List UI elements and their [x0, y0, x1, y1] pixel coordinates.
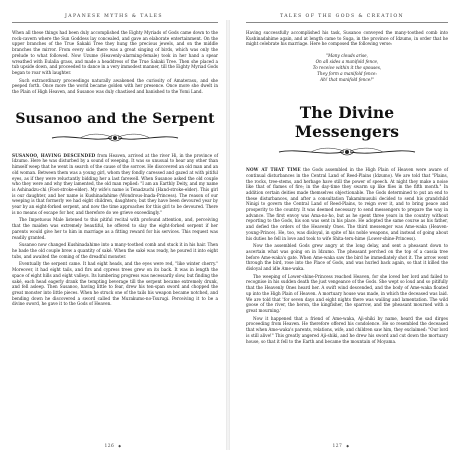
paragraph: Susanoo now changed Kushinadahime into a many-toothed comb and stuck it in his hair. Then he bade the old couple brew a quantity of saké. When the saké was ready, he poured it into eight tubs, and awaited the coming of the dreadful monster.: [12, 242, 218, 259]
poem-line: They form a manifold fence:: [317, 71, 377, 77]
paragraph: Now the assembled Gods grew angry at the long delay, and sent a pheasant down to ascertain what was going on in Idzumo. The pheasant perched on the top of a cassia tree before Ame-waka's gate. When Ame-waka saw the bird he immediately shot it. The arrow went through the bird, rose into the Place of Gods, and was hurled back again, so that it killed the disloyal and idle Ame-waka.: [246, 243, 448, 272]
diamond-icon: ◆: [118, 444, 122, 448]
poem-verse: [246, 53, 448, 83]
paragraph: [12, 153, 218, 216]
page-number-right: [228, 444, 456, 449]
folio-number: 127: [332, 444, 343, 449]
paragraph: Having successfully accomplished his task, Susanoo conveyed the many-toothed comb into Kushinadahime again, and at length came to Suga, in the province of Idzumo, in order that he might celebrate his marriage. Here he composed the following verse:: [246, 30, 448, 47]
paragraph-body: the Gods assembled in the High Plain of Heaven were aware of continual disturbances in the Central Land of Reed-Plains (Idzumo). We are told that "Plains, the rocks, tree-stems, and herbage have still the power of speech. At night they make a noise like that of flames of fire; in the day-time they swarm up like flies in the fifth month." In addition certain deities made themselves objectionable. The Gods determined to put an end to these disturbances, and after a consultation Takamimusubi decided to send his grandchild Ninigi to govern the Central Land of Reed-Plains, to reign over it, and to bring peace and prosperity to the country. It was deemed necessary to send messengers to prepare the way in advance. The first envoy was Ama-no-ho, but as he spent three years in the country without reporting to the Gods, his son was sent in his place. He adopted the same course as his father, and defied the orders of the Heavenly Ones. The third messenger was Ame-waka (Heaven-young-Prince). He, too, was disloyal, in spite of his noble weapons, and instead of going about his duties he fell in love and took to wife Shita-teru-hime (Lower-shine-Princess).: [246, 167, 448, 241]
running-head-right-text: TALES OF THE GODS & CREATION: [280, 14, 404, 19]
flourish-ornament-icon: [50, 133, 180, 143]
paragraph: The weeping of Lower-shine-Princess reached Heaven, for she loved her lord and failed to recognise in his sudden death the just vengeance of the Gods. She wept so loud and so pitifully that the Heavenly Ones heard her. A swift wind descended, and the body of Ame-waka floated up into the High Plain of Heaven. A mortuary house was made, in which the deceased was laid. We are told that 'for seven days and eight nights there was wailing and lamentation. The wild goose of the river, the heron, the kingfisher, the sparrow, and the pheasant mourned with a great mourning.': [246, 273, 448, 313]
running-head-rule: [246, 22, 448, 23]
flourish-ornament-icon: [277, 147, 417, 157]
diamond-icon: ◆: [346, 444, 350, 448]
running-head-right: [228, 14, 456, 19]
paragraph: Now it happened that a friend of Ame-waka, Aji-shiki by name, heard the sad dirges proceeding from Heaven. He therefore offered his condolence. He so resembled the deceased that when Ame-waka's parents, relations, wife, and children saw him, they exclaimed: "Our lord is still alive!" This greatly angered Aji-shiki, and he drew his sword and cut down the mortuary house, so that it fell to the Earth and became the mountain of Moyama.: [246, 315, 448, 344]
folio-number: 126: [104, 444, 115, 449]
paragraph: When all these things had been duly accomplished the Eighty Myriads of Gods came down to the rock-cavern where the Sun Goddess lay concealed, and gave an elaborate entertainment. On the upper branches of the True Sakaki Tree they hung the precious jewels, and on the middle branches the mirror. From every side there was a great singing of birds, which was only the prelude to what followed. Now Uzume (Heavenly-alarming-female) took in her hand a spear wreathed with Eulalia grass, and made a headdress of the True Sakaki Tree. Then she placed a tub upside down, and proceeded to dance in a very immodest manner, till the Eighty Myriad Gods began to roar with laughter.: [12, 30, 218, 75]
chapter-title: The Divine Messengers: [294, 103, 400, 142]
poem-line: On all sides a manifold fence,: [315, 59, 379, 65]
right-page: [228, 0, 456, 456]
paragraph: The Impetuous Male listened to this pitiful recital with profound attention, and, perceiving that the maiden was extremely beautiful, he offered to slay the eight-forked serpent if her parents would give her to him in marriage as a fitting reward for his services. This request was readily granted.: [12, 217, 218, 240]
spacer: [246, 91, 448, 95]
poem-line: "Many clouds arise,: [326, 53, 368, 59]
running-head-left: [0, 14, 228, 19]
lead-in-caps: SUSANOO, HAVING DESCENDED: [12, 152, 96, 158]
running-head-left-text: JAPANESE MYTHS & TALES: [65, 14, 163, 19]
poem-line: To receive within it the spouses,: [312, 65, 382, 71]
paragraph: Such extraordinary proceedings naturally awakened the curiosity of Amaterasu, and she peeped forth. Once more the world became golden with her presence. Once more she dwelt in the Plain of High Heaven, and Susanoo was duly chastised and banished to the Yomi Land.: [12, 77, 218, 95]
paragraph: Eventually the serpent came. It had eight heads, and the eyes were red, "like winter cherry." Moreover, it had eight tails, and firs and cypress trees grew on its back. It was in length the space of eight hills and eight valleys. Its lumbering progress was necessarily slow, but finding the saké, each head eagerly drank the tempting beverage till the serpent became extremely drunk, and fell asleep. Then Susanoo, having little to fear, drew his ten-span sword and chopped the great monster into little pieces. When he struck one of the tails his weapon became notched, and bending down he discovered a sword called the Murakumo-no-Tsurugi. Perceiving it to be a divine sword, he gave it to the Gods of Heaven.: [12, 261, 218, 307]
page-number-left: [0, 444, 228, 449]
chapter-title: Susanoo and the Serpent: [15, 110, 215, 127]
paragraph-body: from Heaven, arrived at the river Hi, in the province of Idzumo. Here he was disturbed by a sound of weeping. It was so unusual to hear any other than himself weep that he went in search of the cause of the sorrow. He discovered an old man and an old woman. Between them was a young girl, whom they fondly caressed and gazed at with pitiful eyes, as if they were reluctantly bidding her a last farewell. When Susanoo asked the old couple who they were and why they lamented, the old man replied: "I am an Earthly Deity, and my name is Ashinadzu-chi (Foot-stroke-elder). My wife's name is Tenadzuchi (Hand-stroke-elder). This girl is our daughter, and her name is Kushinadahime (Wondrous-Inada-Princess). The reason of our weeping is that formerly we had eight children, daughters; but they have been devoured year by year by an eight-forked serpent, and now the time approaches for this girl to be devoured. There is no means of escape for her, and therefore do we grieve exceedingly.": [12, 152, 218, 215]
lead-in-caps: NOW AT THAT TIME: [246, 167, 301, 173]
running-head-rule: [12, 22, 218, 23]
poem-line: Ah! that manifold fence!": [320, 77, 374, 83]
paragraph: [246, 167, 448, 241]
